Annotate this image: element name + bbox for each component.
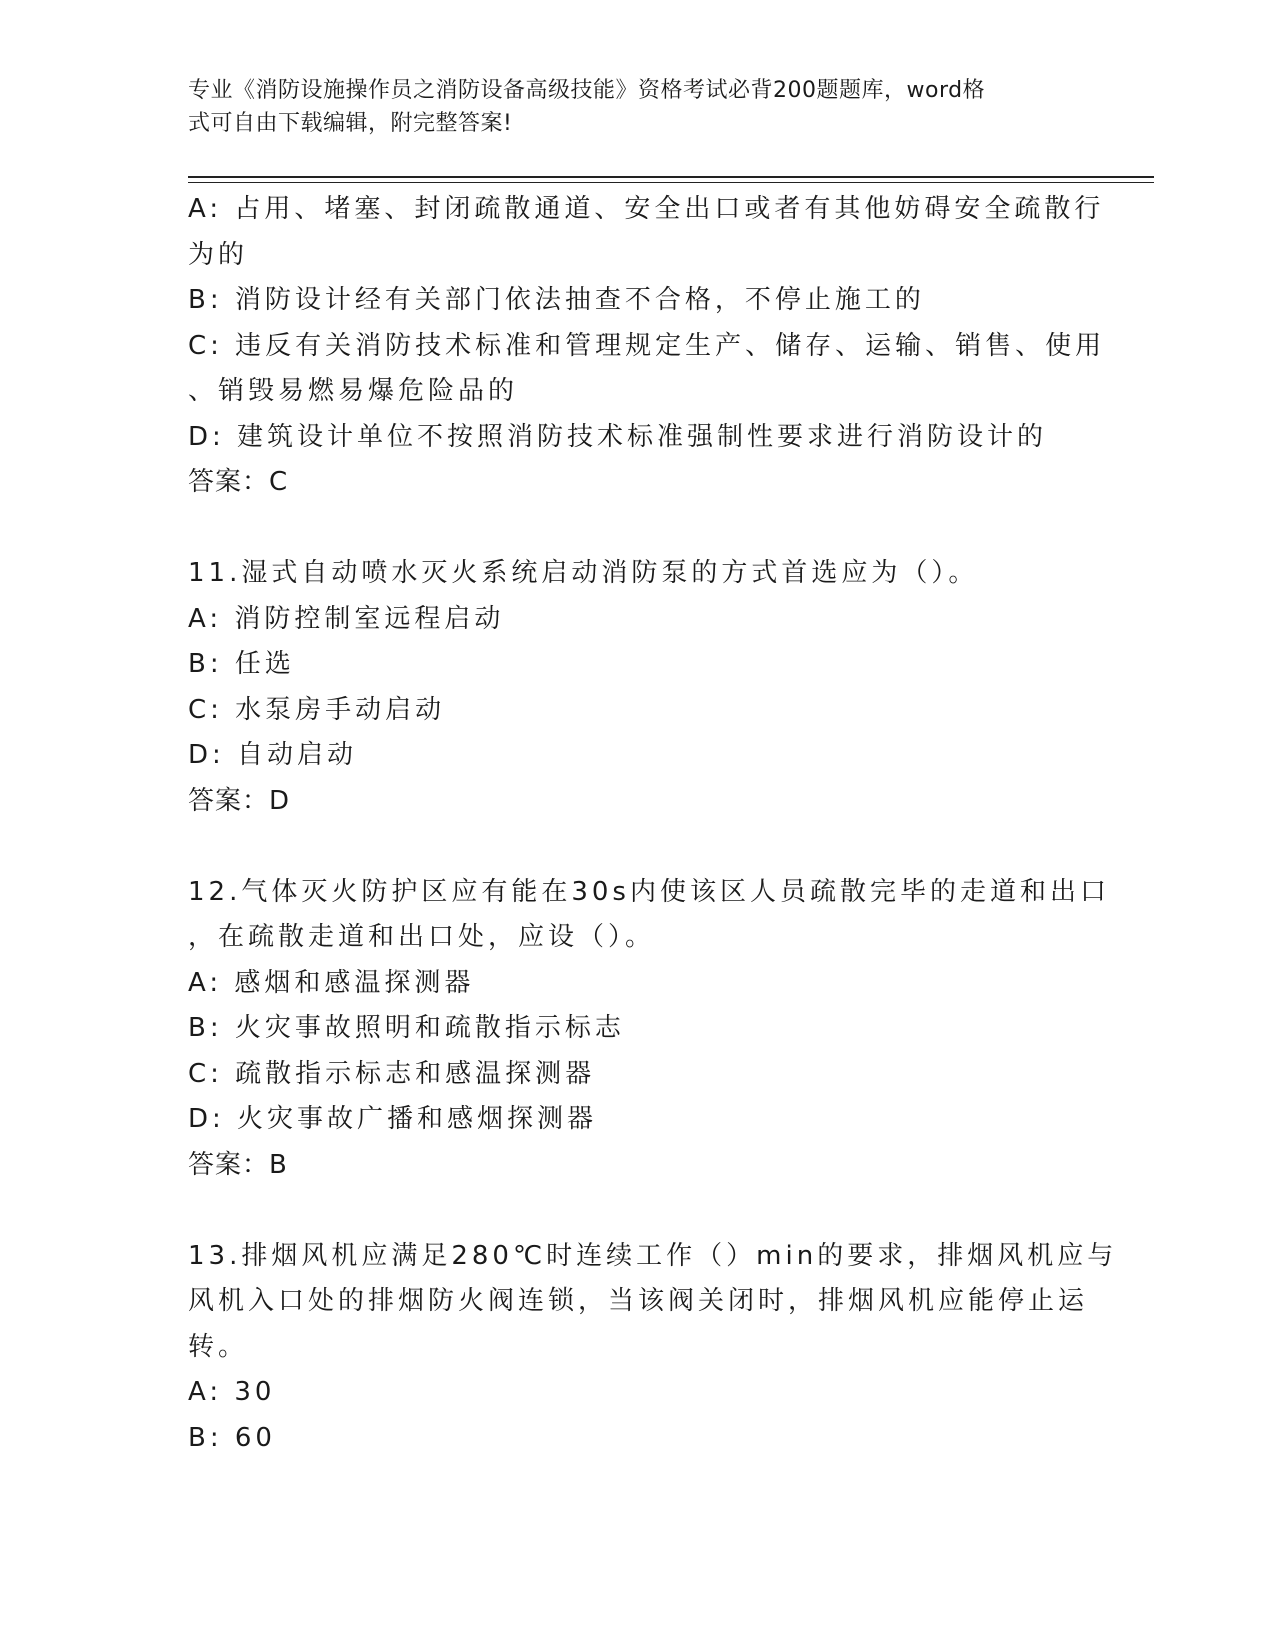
question-stem-line-2: ，在疏散走道和出口处，应设（）。 xyxy=(188,922,656,952)
answer: 答案：B xyxy=(188,1149,288,1180)
option-b: B: 火灾事故照明和疏散指示标志 xyxy=(188,1013,625,1043)
question-spacer xyxy=(188,824,1088,870)
question-spacer xyxy=(188,506,1088,552)
option-a-line-1: A: 占用、堵塞、封闭疏散通道、安全出口或者有其他妨碍安全疏散行 xyxy=(188,194,1105,224)
option-c-line-2: 、销毁易燃易爆危险品的 xyxy=(188,376,519,406)
question-spacer xyxy=(188,1188,1088,1234)
option-a: A: 消防控制室远程启动 xyxy=(188,603,505,634)
question-stem: 11.湿式自动喷水灭火系统启动消防泵的方式首选应为（）。 xyxy=(188,558,979,588)
header-title-line-1: 专业《消防设施操作员之消防设备高级技能》资格考试必背200题题库，word格 xyxy=(188,78,986,103)
option-d: D: 自动启动 xyxy=(188,740,358,770)
question-12-block xyxy=(188,870,1110,1189)
option-a-line-2: 为的 xyxy=(188,239,249,270)
answer: 答案：D xyxy=(188,785,291,816)
question-stem-line-3: 转。 xyxy=(188,1331,249,1362)
question-stem-line-1: 13.排烟风机应满足280℃时连续工作（）min的要求，排烟风机应与 xyxy=(188,1240,1118,1271)
option-c: C: 水泵房手动启动 xyxy=(188,694,446,725)
document-header xyxy=(188,74,1068,140)
question-stem-line-2: 风机入口处的排烟防火阀连锁，当该阀关闭时，排烟风机应能停止运 xyxy=(188,1286,1089,1316)
option-c-line-1: C: 违反有关消防技术标准和管理规定生产、储存、运输、销售、使用 xyxy=(188,330,1106,361)
question-content xyxy=(188,187,1118,1461)
option-c: C: 疏散指示标志和感温探测器 xyxy=(188,1058,596,1089)
option-b: B: 60 xyxy=(188,1422,276,1453)
header-title-line-2: 式可自由下载编辑，附完整答案! xyxy=(188,111,513,136)
option-d: D: 火灾事故广播和感烟探测器 xyxy=(188,1104,598,1134)
header-divider-thin xyxy=(188,182,1154,183)
question-13-block xyxy=(188,1234,1118,1462)
question-stem-line-1: 12.气体灭火防护区应有能在30s内使该区人员疏散完毕的走道和出口 xyxy=(188,876,1110,907)
option-b: B: 消防设计经有关部门依法抽查不合格，不停止施工的 xyxy=(188,285,925,315)
option-d: D: 建筑设计单位不按照消防技术标准强制性要求进行消防设计的 xyxy=(188,421,1048,452)
question-11-block xyxy=(188,551,1088,824)
option-a: A: 感烟和感温探测器 xyxy=(188,967,475,998)
previous-question-block xyxy=(188,187,1106,506)
option-b: B: 任选 xyxy=(188,649,295,679)
answer: 答案：C xyxy=(188,467,289,497)
header-divider-thick xyxy=(188,176,1154,178)
option-a: A: 30 xyxy=(188,1377,276,1407)
